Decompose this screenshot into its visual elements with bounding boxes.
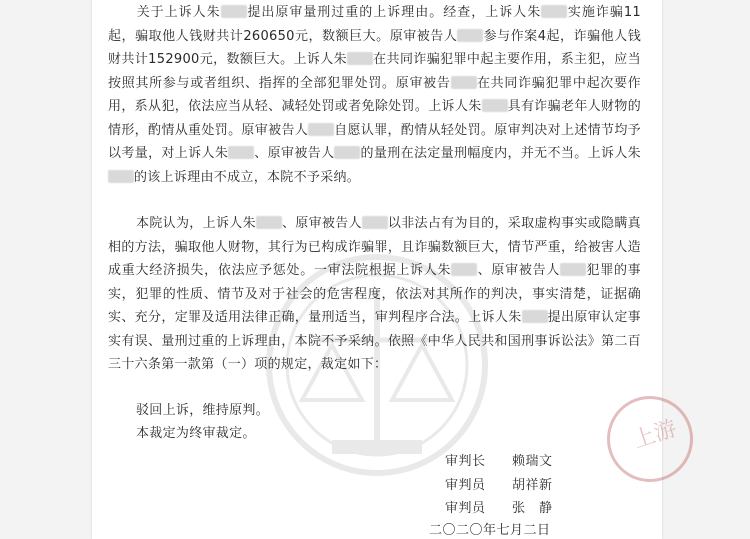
redaction-blur	[522, 310, 548, 323]
redaction-blur	[560, 263, 586, 276]
paragraph-final-ruling: 本裁定为终审裁定。	[136, 426, 256, 441]
redaction-blur	[451, 76, 477, 89]
redaction-blur	[362, 216, 388, 229]
redaction-blur	[541, 5, 567, 18]
signature-name: 张 静	[512, 501, 553, 516]
signature-role: 审判长	[445, 454, 486, 469]
paragraph-court-opinion: 本院认为，上诉人朱 、原审被告人 以非法占有为目的，采取虚构事实或隐瞒真相的方法，骗取他人财物，其行为已构成诈骗罪，且诈骗数额巨大，情节严重，给被害人造成重大经济损失，依法应予惩处。一审法院根据上诉人朱 、原审被告人 犯罪的事实，犯罪的性质、情节及对于社会的危害程度，依法对其所作的判决，事实清楚，证据确实、充分，定罪及适用法律正确，量刑适当，审判程序合法。上诉人朱 提出原审认定事实有误、量刑过重的上诉理由，本院不予采纳。依照《中华人民共和国刑事诉讼法》第二百三十六条第一款第（一）项的规定，裁定如下：	[108, 216, 641, 372]
stamp-text: 上游	[630, 416, 680, 454]
paragraph-sentencing-review: 关于上诉人朱 提出原审量刑过重的上诉理由。经查，上诉人朱 实施诈骗11起，骗取他人钱财共计260650元，数额巨大。原审被告人 参与作案4起，诈骗他人钱财共计152900元，数额巨大。上诉人朱 在共同诈骗犯罪中起主要作用，系主犯，应当按照其所参与或者组织、指挥的全部犯罪处罚。原审被告 在共同诈骗犯罪中起次要作用，系从犯，依法应当从轻、减轻处罚或者免除处罚。上诉人朱 具有诈骗老年人财物的情形，酌情从重处罚。原审被告人 自愿认罪，酌情从轻处罚。原审判决对上述情节均予以考量，对上诉人朱 、原审被告人 的量刑在法定量刑幅度内，并无不当。上诉人朱的该上诉理由不成立，本院不予采纳。	[108, 5, 642, 185]
redaction-blur	[221, 5, 247, 18]
redaction-blur	[482, 99, 508, 112]
redaction-blur	[347, 52, 373, 65]
paragraph-ruling: 驳回上诉，维持原判。	[136, 403, 270, 418]
ruling-date: 二〇二〇年七月二日	[429, 523, 551, 538]
redaction-blur	[256, 216, 282, 229]
signature-role: 审判员	[445, 501, 486, 516]
redaction-blur	[108, 170, 134, 183]
document-page	[92, 0, 662, 539]
redaction-blur	[334, 146, 360, 159]
signature-role: 审判员	[445, 478, 486, 493]
signature-name: 赖瑞文	[512, 454, 553, 469]
redaction-blur	[451, 263, 477, 276]
redaction-blur	[228, 146, 254, 159]
signature-name: 胡祥新	[512, 478, 553, 493]
redaction-blur	[457, 29, 483, 42]
redaction-blur	[308, 123, 334, 136]
